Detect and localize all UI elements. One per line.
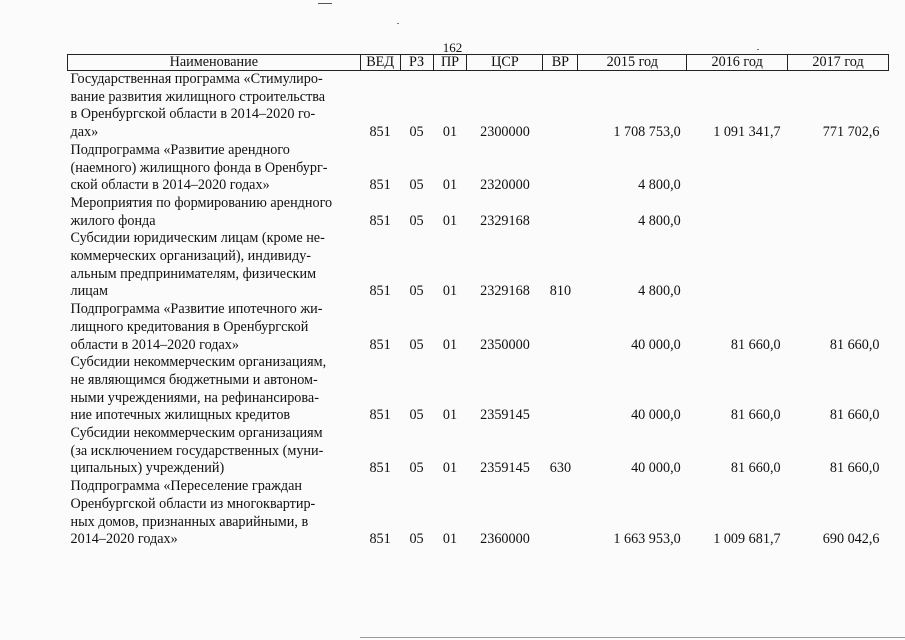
name-line: Субсидии некоммерческим организациям, — [70, 354, 327, 371]
pr-cell: 01 — [442, 531, 458, 548]
csr-cell: 2320000 — [480, 177, 530, 194]
amount-2016-cell: 81 660,0 — [730, 336, 781, 353]
amount-2016-cell: 1 009 681,7 — [713, 531, 781, 548]
pr-cell: 01 — [442, 283, 458, 300]
amount-2017-cell: 81 660,0 — [829, 336, 880, 353]
name-cell — [68, 425, 361, 478]
name-line: ской области в 2014–2020 годах» — [70, 177, 270, 194]
header-2015: 2015 год — [578, 55, 687, 71]
amount-2016-cell — [687, 142, 788, 195]
table-body — [68, 71, 889, 549]
amount-2017-cell — [788, 230, 889, 301]
vr-cell: 810 — [549, 283, 572, 300]
csr-cell: 2359145 — [480, 460, 530, 477]
header-pr: ПР — [433, 55, 467, 71]
csr-cell: 2329168 — [480, 212, 530, 229]
name-line: ципальных) учреждений) — [70, 460, 225, 477]
amount-2017-cell: 771 702,6 — [822, 124, 880, 141]
name-cell — [68, 71, 361, 142]
header-rz: РЗ — [400, 55, 433, 71]
table-row — [68, 195, 889, 230]
name-line: Оренбургской области из многоквартир- — [70, 495, 316, 512]
table-row — [68, 230, 889, 301]
vr-cell — [543, 478, 578, 549]
table-row — [68, 354, 889, 425]
name-cell — [68, 195, 361, 230]
name-line: 2014–2020 годах» — [70, 531, 178, 548]
name-cell — [68, 142, 361, 195]
amount-2016-cell: 1 091 341,7 — [713, 124, 781, 141]
name-line: ными учреждениями, на рефинансирова- — [70, 389, 319, 406]
ved-cell: 851 — [369, 336, 391, 353]
name-line: Субсидии юридическим лицам (кроме не- — [70, 230, 325, 247]
name-line: лицам — [70, 283, 109, 300]
amount-2016-cell — [687, 195, 788, 230]
table-row — [68, 71, 889, 142]
amount-2015-cell: 4 800,0 — [638, 212, 681, 229]
scan-edge-line — [360, 637, 905, 638]
amount-2015-cell: 40 000,0 — [631, 460, 681, 477]
header-name: Наименование — [68, 55, 361, 71]
amount-2016-cell — [687, 230, 788, 301]
rz-cell: 05 — [409, 283, 424, 300]
header-vr: ВР — [543, 55, 578, 71]
name-line: Подпрограмма «Развитие арендного — [70, 141, 290, 158]
csr-cell: 2300000 — [480, 124, 530, 141]
amount-2015-cell: 40 000,0 — [631, 336, 681, 353]
ved-cell: 851 — [369, 460, 391, 477]
csr-cell: 2350000 — [480, 336, 530, 353]
scan-edge-mark — [318, 3, 332, 4]
rz-cell: 05 — [409, 336, 424, 353]
table-row — [68, 301, 889, 354]
header-csr: ЦСР — [467, 55, 543, 71]
name-line: ных домов, признанных аварийными, в — [70, 513, 309, 530]
header-ved: ВЕД — [360, 55, 400, 71]
rz-cell: 05 — [409, 212, 424, 229]
name-line: Субсидии некоммерческим организациям — [70, 425, 323, 442]
ved-cell: 851 — [369, 407, 391, 424]
amount-2015-cell: 1 708 753,0 — [613, 124, 681, 141]
name-line: Мероприятия по формированию арендного — [70, 194, 333, 211]
pr-cell: 01 — [442, 407, 458, 424]
pr-cell: 01 — [442, 124, 458, 141]
header-2016: 2016 год — [687, 55, 788, 71]
name-line: Подпрограмма «Развитие ипотечного жи- — [70, 301, 323, 318]
vr-cell — [543, 354, 578, 425]
name-line: (за исключением государственных (муни- — [70, 442, 324, 459]
amount-2017-cell: 81 660,0 — [829, 460, 880, 477]
rz-cell: 05 — [409, 124, 424, 141]
table-row — [68, 425, 889, 478]
name-line: ние ипотечных жилищных кредитов — [70, 407, 291, 424]
name-line: лищного кредитования в Оренбургской — [70, 318, 309, 335]
name-cell — [68, 478, 361, 549]
ved-cell: 851 — [369, 531, 391, 548]
ved-cell: 851 — [369, 283, 391, 300]
amount-2017-cell — [788, 195, 889, 230]
amount-2015-cell: 4 800,0 — [638, 283, 681, 300]
vr-cell — [543, 301, 578, 354]
pr-cell: 01 — [442, 336, 458, 353]
name-line: жилого фонда — [70, 212, 156, 229]
vr-cell — [543, 195, 578, 230]
pr-cell: 01 — [442, 460, 458, 477]
amount-2017-cell — [788, 142, 889, 195]
name-cell — [68, 354, 361, 425]
csr-cell: 2359145 — [480, 407, 530, 424]
amount-2016-cell: 81 660,0 — [730, 460, 781, 477]
vr-cell: 630 — [549, 460, 572, 477]
table-row — [68, 478, 889, 549]
name-line: коммерческих организаций), индивиду- — [70, 248, 312, 265]
page-number: 162 — [442, 40, 463, 55]
scan-speck — [397, 23, 399, 24]
table-header-row — [68, 55, 889, 71]
header-2017: 2017 год — [788, 55, 889, 71]
amount-2017-cell: 81 660,0 — [829, 407, 880, 424]
ved-cell: 851 — [369, 124, 391, 141]
name-line: (наемного) жилищного фонда в Оренбург- — [70, 159, 328, 176]
csr-cell: 2360000 — [480, 531, 530, 548]
budget-table — [67, 54, 889, 549]
amount-2015-cell: 1 663 953,0 — [613, 531, 681, 548]
name-line: не являющимся бюджетными и автоном- — [70, 371, 318, 388]
amount-2015-cell: 4 800,0 — [638, 177, 681, 194]
pr-cell: 01 — [442, 212, 458, 229]
name-line: дах» — [70, 124, 99, 141]
ved-cell: 851 — [369, 212, 391, 229]
name-line: в Оренбургской области в 2014–2020 го- — [70, 106, 316, 123]
table-row — [68, 142, 889, 195]
rz-cell: 05 — [409, 177, 424, 194]
ved-cell: 851 — [369, 177, 391, 194]
rz-cell: 05 — [409, 407, 424, 424]
rz-cell: 05 — [409, 531, 424, 548]
name-line: области в 2014–2020 годах» — [70, 336, 239, 353]
amount-2016-cell: 81 660,0 — [730, 407, 781, 424]
csr-cell: 2329168 — [480, 283, 530, 300]
name-line: вание развития жилищного строительства — [70, 88, 326, 105]
pr-cell: 01 — [442, 177, 458, 194]
name-line: Подпрограмма «Переселение граждан — [70, 478, 303, 495]
name-line: Государственная программа «Стимулиро- — [70, 71, 323, 87]
name-cell — [68, 230, 361, 301]
name-cell — [68, 301, 361, 354]
amount-2015-cell: 40 000,0 — [631, 407, 681, 424]
rz-cell: 05 — [409, 460, 424, 477]
vr-cell — [543, 71, 578, 142]
vr-cell — [543, 142, 578, 195]
amount-2017-cell: 690 042,6 — [822, 531, 880, 548]
name-line: альным предпринимателям, физическим — [70, 265, 317, 282]
